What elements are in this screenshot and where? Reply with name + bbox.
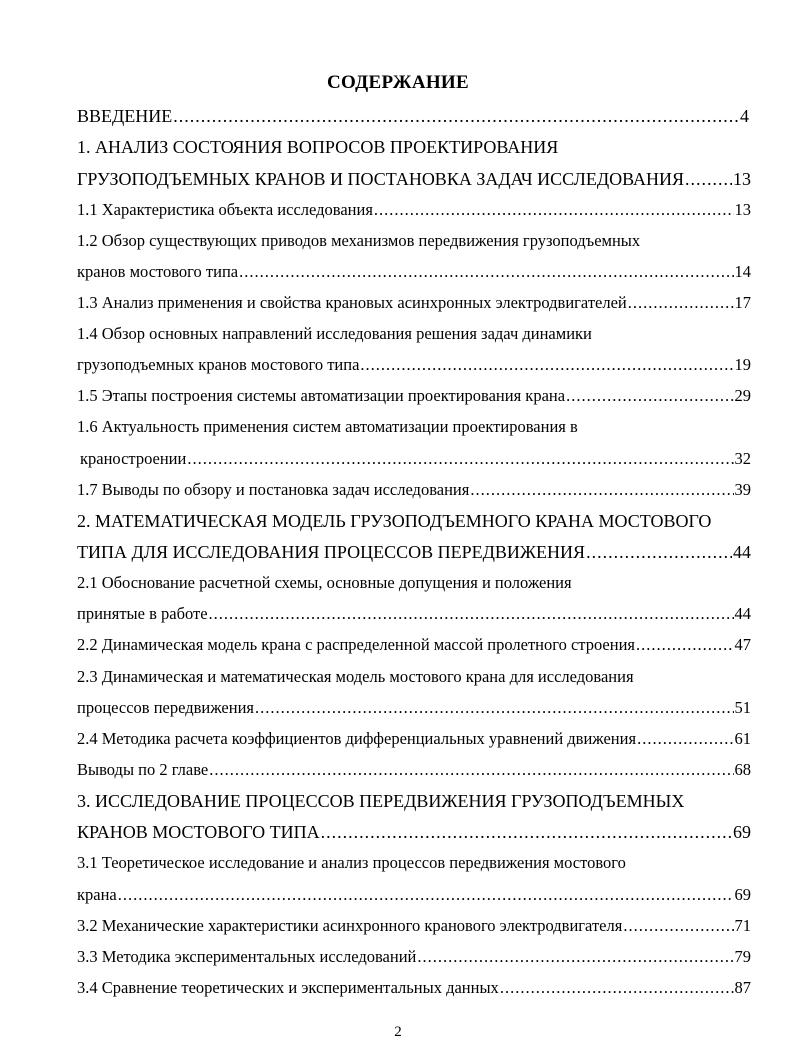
toc-entry [77,261,751,283]
toc-entry-title: 1.6 Актуальность применения систем автоматизации проектирования в [77,417,578,436]
toc-entry-title: процессов передвижения [77,698,254,717]
toc-entry-title: 1. АНАЛИЗ СОСТОЯНИЯ ВОПРОСОВ ПРОЕКТИРОВАНИЯ [77,137,559,157]
toc-entry [77,168,751,190]
toc-entry [77,603,751,625]
toc-entry-title: 3.3 Методика экспериментальных исследований [77,947,417,966]
toc-entry-title: ВВЕДЕНИЕ [77,106,173,126]
toc-entry-title: 2.3 Динамическая и математическая модель мостового крана для исследования [77,667,634,686]
toc-entry-title: 1.7 Выводы по обзору и постановка задач исследования [77,480,470,499]
toc-entry-title: 2.1 Обоснование расчетной схемы, основные допущения и положения [77,573,572,592]
toc-leader-dots [636,634,734,656]
toc-entry [80,448,751,470]
toc-entry [77,416,757,438]
toc-entry-page: 13 [733,169,751,189]
toc-entry-title: КРАНОВ МОСТОВОГО ТИПА [77,822,320,842]
toc-entry-title: 3.1 Теоретическое исследование и анализ процессов передвижения мостового [77,853,626,872]
toc-entry-page: 69 [733,822,751,842]
toc-entry-title: 1.1 Характеристика объекта исследования [77,200,373,219]
toc-entry-page: 39 [734,480,751,499]
toc-entry-title: 3. ИССЛЕДОВАНИЕ ПРОЦЕССОВ ПЕРЕДВИЖЕНИЯ ГРУЗОПОДЪЕМНЫХ [77,791,685,811]
toc-entry-page: 29 [734,386,751,405]
toc-entry [77,136,757,158]
toc-entry-page: 44 [733,542,751,562]
toc-entry [77,572,757,594]
toc-entry-title: ТИПА ДЛЯ ИССЛЕДОВАНИЯ ПРОЦЕССОВ ПЕРЕДВИЖЕНИЯ [77,542,586,562]
toc-leader-dots [417,946,733,968]
toc-leader-dots [685,168,732,190]
toc-entry [77,666,757,688]
toc-entry-title: крана [77,885,117,904]
toc-entry [77,323,757,345]
toc-entry-page: 44 [734,604,751,623]
toc-entry [77,884,751,906]
toc-entry [77,821,751,843]
toc-entry [77,759,751,781]
toc-entry-page: 79 [734,947,751,966]
toc-leader-dots [500,977,734,999]
toc-leader-dots [239,261,733,283]
toc-entry-page: 17 [734,293,751,312]
toc-entry-title: кранов мостового типа [77,262,239,281]
toc-entry-title: краностроении [80,449,187,468]
toc-leader-dots [187,448,733,470]
toc-leader-dots [255,697,734,719]
toc-entry-title: 2.2 Динамическая модель крана с распределенной массой пролетного строения [77,635,635,654]
toc-entry-title: принятые в работе [77,604,208,623]
toc-entry-page: 32 [734,449,751,468]
toc-entry [77,385,751,407]
toc-entry-title: 1.4 Обзор основных направлений исследования решения задач динамики [77,324,592,343]
toc-entry-page: 47 [734,635,751,654]
toc-entry [77,790,757,812]
toc-entry-title: ГРУЗОПОДЪЕМНЫХ КРАНОВ И ПОСТАНОВКА ЗАДАЧ ИССЛЕДОВАНИЯ [77,169,684,189]
toc-entry [77,915,751,937]
toc-entry [77,541,751,563]
toc-leader-dots [623,915,733,937]
toc-leader-dots [360,354,733,376]
toc-leader-dots [209,759,733,781]
page-number: 2 [394,1024,402,1040]
toc-entry-page: 61 [734,729,751,748]
toc-leader-dots [586,541,732,563]
toc-leader-dots [566,385,733,407]
toc-leader-dots [628,292,734,314]
toc-entry-page: 19 [734,355,751,374]
toc-entry-page: 4 [740,106,749,126]
toc-entry [77,728,751,750]
toc-entry [77,479,751,501]
toc-entry-page: 71 [734,916,751,935]
toc-entry [77,292,751,314]
toc-entry-title: 1.5 Этапы построения системы автоматизации проектирования крана [77,386,566,405]
toc-leader-dots [637,728,733,750]
toc-leader-dots [118,884,734,906]
toc-entry-title: 1.2 Обзор существующих приводов механизмов передвижения грузоподъемных [77,231,641,250]
toc-leader-dots [209,603,734,625]
toc-entry-title: грузоподъемных кранов мостового типа [77,355,360,374]
toc-entry [77,634,751,656]
toc-entry-page: 14 [734,262,751,281]
toc-leader-dots [173,105,739,127]
toc-entry [77,230,757,252]
toc-leader-dots [374,199,734,221]
toc-entry-page: 68 [734,760,751,779]
toc-entry-title: 3.2 Механические характеристики асинхронного кранового электродвигателя [77,916,623,935]
toc-entry-page: 51 [734,698,751,717]
toc-entry-page: 69 [734,885,751,904]
toc-entry-page: 87 [734,978,751,997]
toc-entry-title: 3.4 Сравнение теоретических и экспериментальных данных [77,978,499,997]
toc-entry [77,354,751,376]
toc-entry [77,697,751,719]
toc-leader-dots [321,821,732,843]
toc-entry-title: 2. МАТЕМАТИЧЕСКАЯ МОДЕЛЬ ГРУЗОПОДЪЕМНОГО КРАНА МОСТОВОГО [77,511,712,531]
toc-entry [77,977,751,999]
toc-entry-title: 2.4 Методика расчета коэффициентов дифференциальных уравнений движения [77,729,637,748]
toc-leader-dots [470,479,733,501]
toc-entry-title: 1.3 Анализ применения и свойства крановых асинхронных электродвигателей [77,293,627,312]
toc-entry [77,510,757,532]
toc-entry [77,105,749,127]
page-title: СОДЕРЖАНИЕ [327,72,469,93]
toc-entry [77,199,751,221]
toc-entry [77,852,757,874]
toc-entry [77,946,751,968]
toc-entry-page: 13 [734,200,751,219]
toc-entry-title: Выводы по 2 главе [77,760,209,779]
